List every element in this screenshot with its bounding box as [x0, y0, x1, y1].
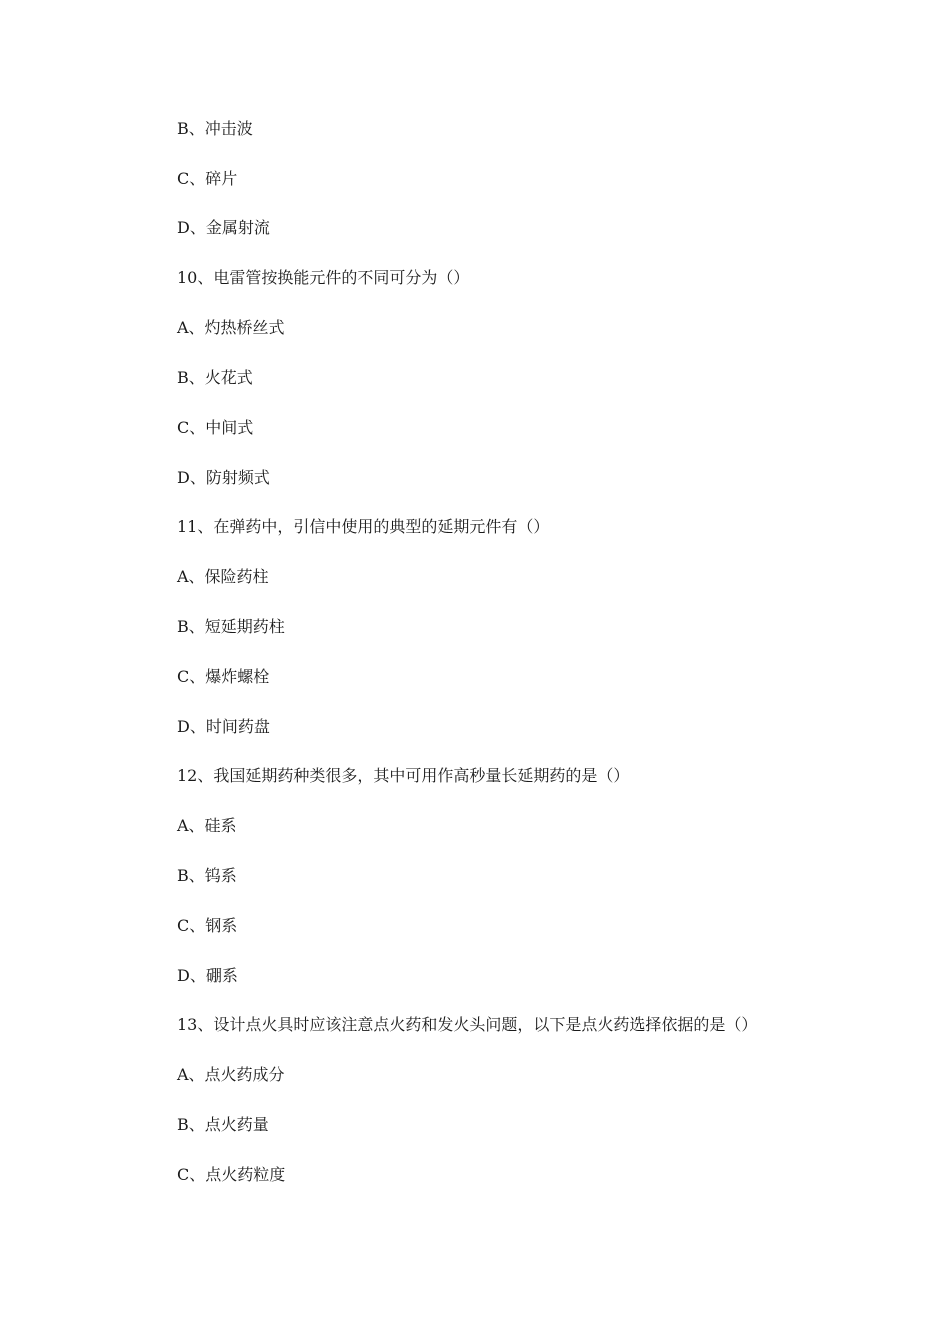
option-line: C、点火药粒度 [177, 1165, 286, 1184]
option-line: D、金属射流 [177, 218, 270, 237]
question-line: 13、设计点火具时应该注意点火药和发火头问题，以下是点火药选择依据的是（） [177, 1015, 758, 1034]
option-line: B、冲击波 [177, 119, 253, 138]
option-line: C、钢系 [177, 916, 238, 935]
option-line: B、火花式 [177, 368, 253, 387]
option-line: B、钨系 [177, 866, 237, 885]
question-line: 11、在弹药中，引信中使用的典型的延期元件有（） [177, 517, 550, 536]
option-line: D、时间药盘 [177, 717, 270, 736]
option-line: A、保险药柱 [177, 567, 269, 586]
option-line: C、中间式 [177, 418, 254, 437]
option-line: C、碎片 [177, 169, 238, 188]
question-line: 10、电雷管按换能元件的不同可分为（） [177, 268, 470, 287]
option-line: D、防射频式 [177, 468, 270, 487]
option-line: A、灼热桥丝式 [177, 318, 285, 337]
option-line: C、爆炸螺栓 [177, 667, 270, 686]
option-line: A、硅系 [177, 816, 237, 835]
option-line: B、点火药量 [177, 1115, 269, 1134]
question-line: 12、我国延期药种类很多，其中可用作高秒量长延期药的是（） [177, 766, 630, 785]
option-line: A、点火药成分 [177, 1065, 285, 1084]
option-line: B、短延期药柱 [177, 617, 285, 636]
option-line: D、硼系 [177, 966, 238, 985]
